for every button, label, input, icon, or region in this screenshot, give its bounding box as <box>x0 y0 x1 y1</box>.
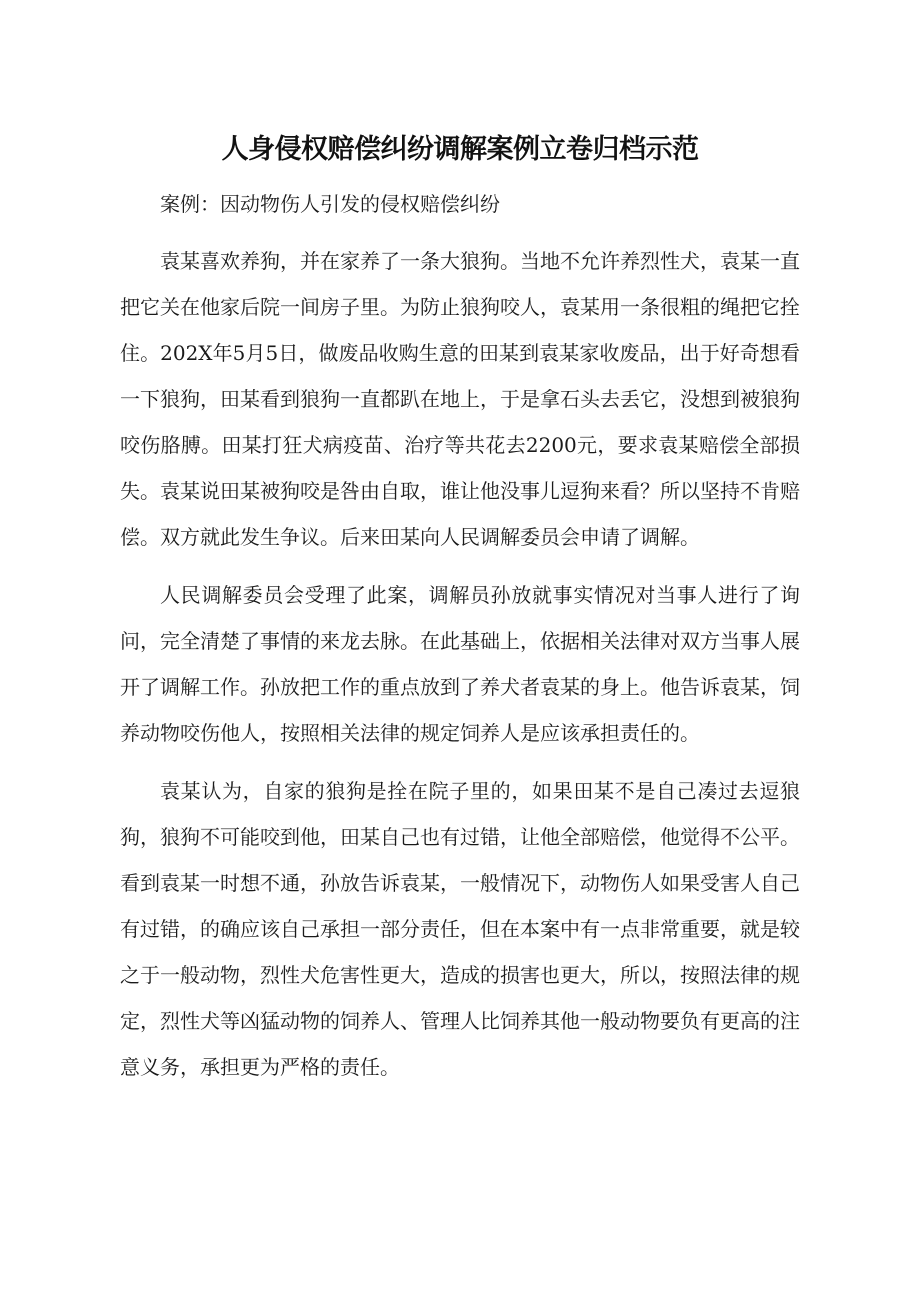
document-title: 人身侵权赔偿纠纷调解案例立卷归档示范 <box>221 134 699 166</box>
case-heading: 案例：因动物伤人引发的侵权赔偿纠纷 <box>160 192 500 216</box>
paragraph-mediation-reasoning: 袁某认为，自家的狼狗是拴在院子里的，如果田某不是自己凑过去逗狼狗，狼狗不可能咬到他，田某自己也有过错，让他全部赔偿，他觉得不公平。看到袁某一时想不通，孙放告诉袁某，一般情况下，动物伤人如果受害人自己有过错，的确应该自己承担一部分责任，但在本案中有一点非常重要，就是较之于一般动物，烈性犬危害性更大，造成的损害也更大，所以，按照法律的规定，烈性犬等凶猛动物的饲养人、管理人比饲养其他一般动物要负有更高的注意义务，承担更为严格的责任。 <box>120 779 800 1079</box>
document-body <box>120 186 800 1090</box>
paragraph-case-facts: 袁某喜欢养狗，并在家养了一条大狼狗。当地不允许养烈性犬，袁某一直把它关在他家后院一间房子里。为防止狼狗咬人，袁某用一条很粗的绳把它拴住。202X年5月5日，做废品收购生意的田某到袁某家收废品，出于好奇想看一下狼狗，田某看到狼狗一直都趴在地上，于是拿石头去丢它，没想到被狼狗咬伤胳膊。田某打狂犬病疫苗、治疗等共花去2200元，要求袁某赔偿全部损失。袁某说田某被狗咬是咎由自取，谁让他没事儿逗狗来看？所以坚持不肯赔偿。双方就此发生争议。后来田某向人民调解委员会申请了调解。 <box>120 249 800 549</box>
paragraph-mediation-acceptance: 人民调解委员会受理了此案，调解员孙放就事实情况对当事人进行了询问，完全清楚了事情的来龙去脉。在此基础上，依据相关法律对双方当事人展开了调解工作。孙放把工作的重点放到了养犬者袁某的身上。他告诉袁某，饲养动物咬伤他人，按照相关法律的规定饲养人是应该承担责任的。 <box>120 583 800 745</box>
